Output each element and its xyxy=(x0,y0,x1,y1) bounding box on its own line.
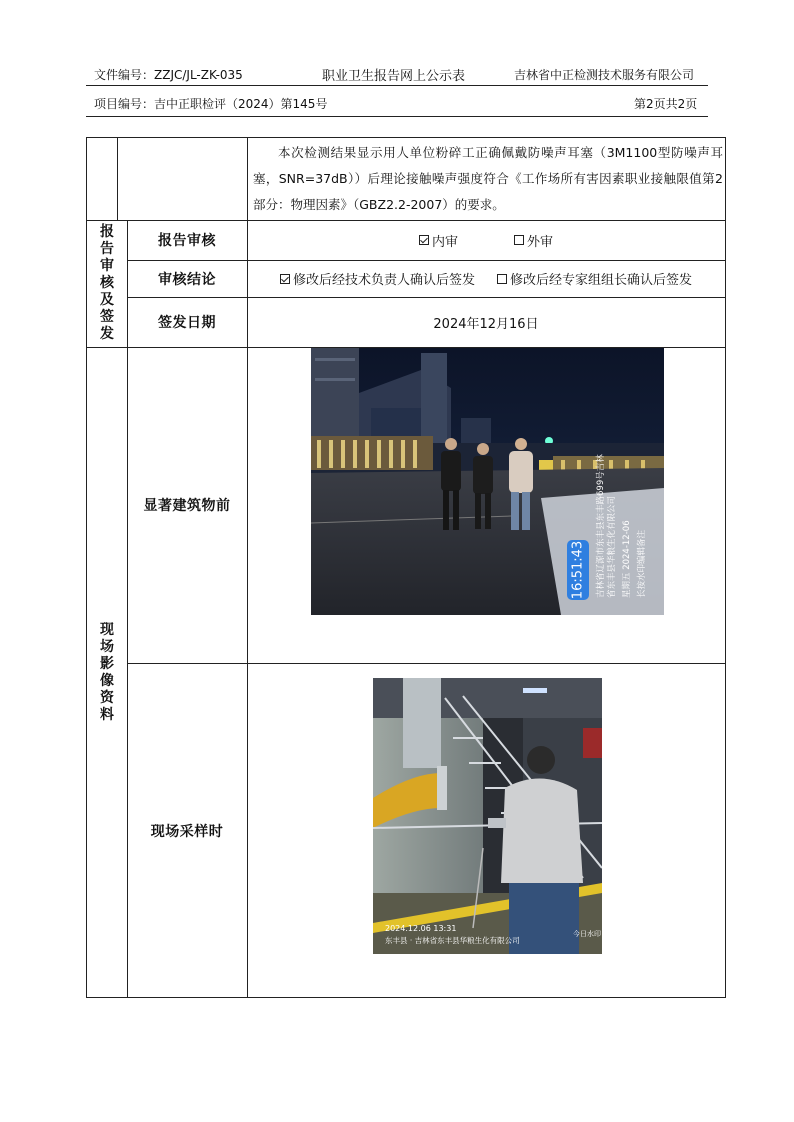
option-label: 外审 xyxy=(527,234,554,250)
vertical-label-char: 像 xyxy=(100,672,114,689)
vertical-label-char: 影 xyxy=(100,655,114,672)
external-review-checkbox[interactable] xyxy=(514,231,553,250)
vertical-label-char: 审 xyxy=(100,258,114,274)
header-rule-bottom xyxy=(86,116,708,117)
file-number: 文件编号：ZZJC/JL-ZK-035 xyxy=(94,68,243,82)
watermark-brand: 今日水印 xyxy=(573,930,601,938)
vertical-label-char: 报 xyxy=(100,224,114,240)
option-label: 修改后经技术负责人确认后签发 xyxy=(292,273,475,288)
sampling-photo xyxy=(373,678,602,954)
building-photo-label: 显著建筑物前 xyxy=(143,498,231,514)
checkbox-empty-icon xyxy=(497,274,507,284)
image-group-label xyxy=(87,347,127,998)
watermark-line: 省东丰县华粮生化有限公司 xyxy=(607,495,617,598)
watermark-line: 吉林省辽源市东丰县东丰路699号吉林 xyxy=(596,454,606,598)
report-review-label: 报告审核 xyxy=(158,233,216,249)
option-label: 内审 xyxy=(431,234,458,250)
vertical-label-char: 场 xyxy=(100,638,114,655)
watermark-line: 长按水印编辑备注 xyxy=(637,529,647,598)
issue-date-value: 2024年12月16日 xyxy=(433,316,539,332)
checkbox-empty-icon xyxy=(514,235,524,245)
checkbox-checked-icon xyxy=(280,274,290,284)
header-rule-top xyxy=(86,85,708,86)
review-group-label xyxy=(87,220,127,347)
vertical-label-char: 及 xyxy=(100,292,114,308)
option-label: 修改后经专家组组长确认后签发 xyxy=(510,273,693,288)
company-name: 吉林省中正检测技术服务有限公司 xyxy=(514,68,695,82)
internal-review-checkbox[interactable] xyxy=(419,231,458,250)
page-number: 第2页共2页 xyxy=(634,97,698,111)
watermark-date: 2024.12.06 13:31 xyxy=(385,924,457,933)
document-title: 职业卫生报告网上公示表 xyxy=(322,69,466,84)
vertical-label-char: 签 xyxy=(100,309,114,325)
vertical-label-char: 现 xyxy=(100,621,114,638)
checkbox-checked-icon xyxy=(419,235,429,245)
expert-lead-checkbox[interactable] xyxy=(497,269,692,288)
sampling-photo-image xyxy=(373,678,602,954)
report-review-options xyxy=(247,220,725,260)
vertical-label-char: 资 xyxy=(100,689,114,706)
tech-lead-checkbox[interactable] xyxy=(280,269,475,288)
conclusion-text: 本次检测结果显示用人单位粉碎工正确佩戴防噪声耳塞（3M1100型防噪声耳塞，SNR=37dB））后理论接触噪声强度符合《工作场所有害因素职业接触限值第2部分：物理因素》（GBZ2.2-2007）的要求。 xyxy=(253,145,723,212)
building-photo-image xyxy=(311,348,664,615)
review-conclusion-label: 审核结论 xyxy=(158,271,216,288)
review-conclusion-options xyxy=(247,260,725,297)
project-number: 项目编号：吉中正职检评（2024）第145号 xyxy=(94,97,328,111)
issue-date-label: 签发日期 xyxy=(158,315,216,331)
vertical-label-char: 告 xyxy=(100,241,114,257)
building-photo xyxy=(311,348,664,615)
sampling-photo-label: 现场采样时 xyxy=(150,823,224,840)
grid-line xyxy=(117,138,118,220)
watermark-time: 16:51:43 xyxy=(570,540,586,600)
watermark-place: 东丰县 · 吉林省东丰县华粮生化有限公司 xyxy=(385,936,520,945)
vertical-label-char: 料 xyxy=(100,706,114,723)
vertical-label-char: 核 xyxy=(100,275,114,291)
vertical-label-char: 发 xyxy=(100,326,114,342)
disclosure-table xyxy=(86,137,726,998)
watermark-line: 星期五 2024-12-06 xyxy=(622,520,632,598)
